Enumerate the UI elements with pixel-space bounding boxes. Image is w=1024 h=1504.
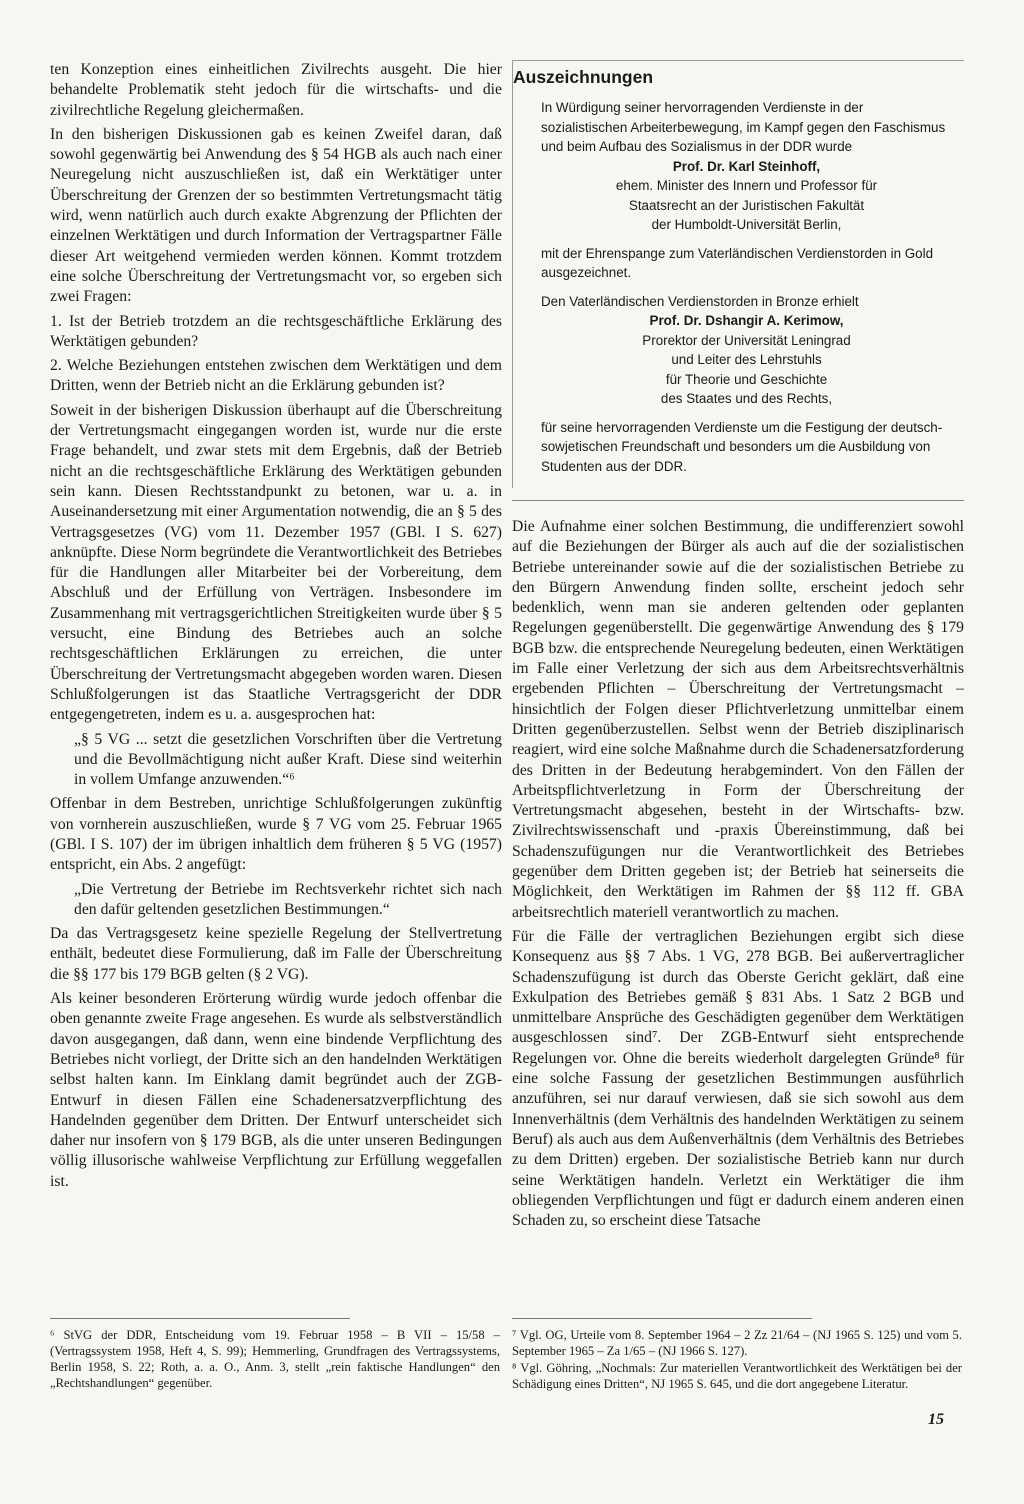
block-quote: „§ 5 VG ... setzt die gesetzlichen Vorschriften über die Vertretung und die Bevollmächtigung nicht außer Kraft. Diese sind weiterhin in vollem Umfange anzuwenden.“⁶ (74, 730, 502, 789)
paragraph: Als keiner besonderen Erörterung würdig wurde jedoch offenbar die oben genannte zweite Frage angesehen. Es wurde als selbstverständlich davon ausgegangen, daß dann, wenn eine bindende Verpflichtung des Betriebes nicht vorliegt, der Dritte sich an den handelnden Werktätigen selbst halten kann. Im Einklang damit begründet auch der ZGB-Entwurf in diesen Fällen eine Schadenersatzverpflichtung des Handelnden gegenüber dem Dritten. Der Entwurf unterscheidet sich daher nur insofern von § 179 BGB, als die unter unseren Bedingungen völlig illusorische wahlweise Verpflichtung zur Erfüllung weggefallen ist. (50, 990, 502, 1190)
awards-text (513, 98, 964, 476)
paragraph: Da das Vertragsgesetz keine spezielle Regelung der Stellvertretung enthält, bedeutet diese Formulierung, daß im Falle der Überschreitung die §§ 177 bis 179 BGB gelten (§ 2 VG). (50, 925, 502, 983)
paragraph: Für die Fälle der vertraglichen Beziehungen ergibt sich diese Konsequenz aus §§ 7 Abs. 1 VG, 278 BGB. Bei außervertraglicher Schadenszufügung ist durch das Oberste Gericht geklärt, daß eine Exkulpation des Betriebes gemäß § 831 Abs. 1 Satz 2 BGB und unmittelbare Ansprüche des Geschädigten gegenüber dem Werktätigen ausgeschlossen sind⁷. Der ZGB-Entwurf sieht entsprechende Regelungen vor. Ohne die bereits wiederholt dargelegten Gründe⁸ für eine solche Fassung der gesetzlichen Bestimmungen ausführlich anzuführen, sei nur darauf verwiesen, daß sie sich sowohl aus dem Innenverhältnis (dem Verhältnis des handelnden Werktätigen zu seinem Beruf) als auch aus dem Außenverhältnis (dem Verhältnis des Betriebes zu dem Dritten) ergeben. Der sozialistische Betrieb kann nur durch seine Werktätigen handeln. Verletzt ein Werktätiger die ihm obliegenden Verpflichtungen und fügt er dadurch einem anderen einen Schaden zu, so erscheint diese Tatsache (512, 927, 964, 1230)
awards-box (512, 60, 964, 488)
footnotes-left (50, 1318, 500, 1392)
paragraph: Die Aufnahme einer solchen Bestimmung, die undifferenziert sowohl auf die Beziehungen der Bürger als auch auf die der sozialistischen Betriebe untereinander sowie auf die der sozialistischen Betriebe zu den Bürgern Anwendung finden sollte, erscheint jedoch sehr bedenklich, wenn man sie anderen geltenden oder geplanten Regelungen gegenüberstellt. Die gegenwärtige Anwendung des § 179 BGB bzw. die entsprechende Neuregelung bedeuten, einen Werktätigen im Falle einer Verletzung der sich aus dem Arbeitsrechtsverhältnis ergebenden Pflichten – Überschreitung der Vertretungsmacht – hinsichtlich der Folgen dieser Pflichtverletzung unmittelbar einem Dritten gegenüberzustellen. Selbst wenn der Betrieb disziplinarisch reagiert, wird eine solche Maßnahme durch die Schadenersatzforderung des Dritten in der Bedeutung herabgemindert. Von den Fällen der Arbeitspflichtverletzung in Form der Überschreitung der Vertretungsmacht abgesehen, besteht in der Wirtschafts- bzw. Zivilrechtswissenschaft und -praxis Übereinstimmung, daß bei Schadenszufügungen nur die Verantwortlichkeit des Betriebes gegenüber dem Dritten gegeben ist; der Betrieb hat seinerseits die Möglichkeit, den Werktätigen im Rahmen der §§ 112 ff. GBA arbeitsrechtlich materiell verantwortlich zu machen. (512, 518, 964, 921)
spacer (541, 283, 952, 292)
paragraph: 1. Ist der Betrieb trotzdem an die rechtsgeschäftliche Erklärung des Werktätigen gebunden? (50, 312, 502, 350)
paragraph: Soweit in der bisherigen Diskussion überhaupt auf die Überschreitung der Vertretungsmacht eingegangen worden ist, wurde nur die erste Frage behandelt, und zwar stets mit dem Ergebnis, daß der Betrieb nicht an die rechtsgeschäftliche Erklärung des Werktätigen gebunden sein kann. Diesen Rechtsstandpunkt zu betonen, war u. a. in Auseinandersetzung mit einer Argumentation notwendig, die an § 5 des Vertragsgesetzes (VG) vom 11. Dezember 1957 (GBl. I S. 627) anknüpfte. Diese Norm begründete die Verantwortlichkeit des Betriebes für die Handlungen aller Mitarbeiter bei der Vorbereitung, dem Abschluß und der Erfüllung von Verträgen. Insbesondere im Zusammenhang mit vertragsgerichtlichen Streitigkeiten wurde über § 5 versucht, eine Bindung des Betriebes auch an solche rechtsgeschäftlichen Erklärungen zu erreichen, die unter Überschreitung der Vertretungsmacht abgegeben worden waren. Diesen Schlußfolgerungen ist das Staatliche Vertragsgericht der DDR entgegengetreten, indem es u. a. ausgesprochen hat: (50, 401, 502, 724)
award-line: Staatsrecht an der Juristischen Fakultät (628, 197, 865, 213)
award-line: Prorektor der Universität Leningrad (642, 332, 851, 348)
footnote: ⁶ StVG der DDR, Entscheidung vom 19. Februar 1958 – B VII – 15/58 – (Vertragssystem 1958, Heft 4, S. 99); Hemmerling, Grundfragen des Vertragssystems, Berlin 1958, S. 22; Roth, a. a. O., Anm. 3, stellt „rein faktische Handlungen“ den „Rechtshandlungen“ gegenüber. (50, 1328, 500, 1390)
spacer (541, 409, 952, 418)
award-line: mit der Ehrenspange zum Vaterländischen Verdienstorden in Gold ausgezeichnet. (541, 245, 934, 280)
paragraph: 2. Welche Beziehungen entstehen zwischen dem Werktätigen und dem Dritten, wenn der Betrieb nicht an die Erklärung gebunden ist? (50, 357, 502, 395)
right-column (512, 60, 964, 1235)
footnote: ⁸ Vgl. Göhring, „Nochmals: Zur materiellen Verantwortlichkeit des Werktätigen bei der Schädigung eines Dritten“, NJ 1965 S. 645, und die dort angegebene Literatur. (512, 1361, 962, 1391)
section-divider (512, 500, 964, 501)
award-line: und Leiter des Lehrstuhls (671, 352, 822, 367)
page-number: 15 (928, 1411, 944, 1428)
award-line: für Theorie und Geschichte (665, 371, 828, 387)
award-line: für seine hervorragenden Verdienste um die Festigung der deutsch-sowjetischen Freundschaft und besonders um die Ausbildung von Studenten aus der DDR. (541, 419, 943, 474)
left-column (50, 60, 502, 1196)
awards-heading: Auszeichnungen (513, 67, 654, 87)
footnote: ⁷ Vgl. OG, Urteile vom 8. September 1964 – 2 Zz 21/64 – (NJ 1965 S. 125) und vom 5. September 1965 – Za 1/65 – (NJ 1966 S. 127). (512, 1328, 962, 1358)
footnote-rule (50, 1318, 350, 1319)
paragraph: ten Konzeption eines einheitlichen Zivilrechts ausgeht. Die hier behandelte Problematik steht jedoch für die wirtschafts- und die zivilrechtliche Regelung gleichermaßen. (50, 61, 502, 119)
award-line: Den Vaterländischen Verdienstorden in Bronze erhielt (541, 293, 859, 309)
block-quote: „Die Vertretung der Betriebe im Rechtsverkehr richtet sich nach den dafür geltenden gesetzlichen Bestimmungen.“ (74, 880, 502, 918)
honoree-name: Prof. Dr. Dshangir A. Kerimow, (649, 313, 844, 328)
award-line: der Humboldt-Universität Berlin, (651, 217, 842, 232)
honoree-name: Prof. Dr. Karl Steinhoff, (672, 158, 821, 174)
award-line: ehem. Minister des Innern und Professor für (615, 178, 878, 193)
paragraph: In den bisherigen Diskussionen gab es keinen Zweifel daran, daß sowohl gegenwärtig bei Anwendung des § 54 HGB als auch nach einer Neuregelung nicht auszuschließen ist, daß ein Werktätiger unter Überschreitung der Grenzen der so bestimmten Vertretungsmacht tätig wird, wenn natürlich auch durch exakte Abgrenzung der Pflichten der einzelnen Werktätigen und durch Information der Vertragspartner Fälle dieser Art weitgehend vermieden werden können. Kommt trotzdem eine solche Überschreitung der Vertretungsmacht vor, so ergeben sich zwei Fragen: (50, 125, 502, 306)
award-line: des Staates und des Rechts, (660, 391, 833, 406)
spacer (541, 235, 952, 244)
footnotes-right (512, 1318, 962, 1393)
paragraph: Offenbar in dem Bestreben, unrichtige Schlußfolgerungen zukünftig von vornherein auszuschließen, wurde § 7 VG vom 25. Februar 1965 (GBl. I S. 107) der im übrigen inhaltlich dem früheren § 5 VG (1957) entspricht, ein Abs. 2 angefügt: (50, 795, 502, 874)
right-body (512, 517, 964, 1231)
award-line: In Würdigung seiner hervorragenden Verdienste in der sozialistischen Arbeiterbewegung, im Kampf gegen den Faschismus und beim Aufbau des Sozialismus in der DDR wurde (541, 100, 946, 154)
footnote-rule (512, 1318, 812, 1319)
